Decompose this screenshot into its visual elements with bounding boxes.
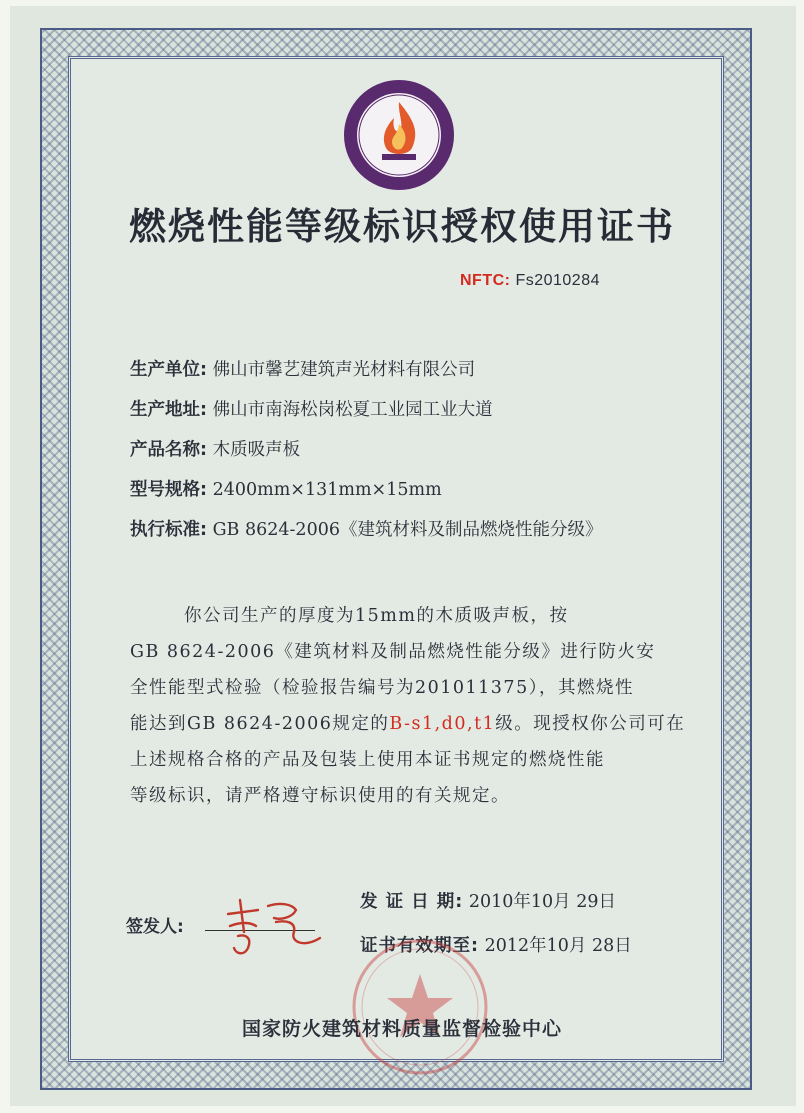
issuing-organization: 国家防火建筑材料质量监督检验中心 xyxy=(241,1018,562,1040)
paragraph-text: 能达到GB 8624-2006规定的 xyxy=(130,714,390,734)
certificate-number xyxy=(460,272,600,290)
valid-until-label: 证书有效期至: xyxy=(360,936,479,956)
field-label: 生产地址: xyxy=(130,400,207,420)
issue-date-label: 发 证 日 期: xyxy=(360,892,464,912)
handwritten-signature xyxy=(210,892,330,964)
fire-rating-grade: B-s1,d0,t1 xyxy=(389,714,496,734)
field-model-spec xyxy=(130,476,442,501)
valid-until-value: 2012年10月 28日 xyxy=(484,936,632,956)
field-manufacturer xyxy=(130,356,475,381)
certificate-title: 燃烧性能等级标识授权使用证书 xyxy=(129,205,675,248)
certificate-number-value: Fs2010284 xyxy=(515,272,600,289)
field-standard xyxy=(130,516,602,541)
field-value: 佛山市馨艺建筑声光材料有限公司 xyxy=(212,360,476,380)
issuer-label: 签发人: xyxy=(126,917,184,937)
paragraph-line: 等级标识，请严格遵守标识使用的有关规定。 xyxy=(130,786,510,806)
certificate-number-label: NFTC: xyxy=(460,272,511,289)
issue-date xyxy=(360,888,616,913)
authorization-paragraph xyxy=(130,598,690,814)
field-label: 生产单位: xyxy=(130,360,207,380)
paragraph-line: GB 8624-2006《建筑材料及制品燃烧性能分级》进行防火安 xyxy=(130,642,656,662)
field-value: 木质吸声板 xyxy=(212,440,301,460)
field-label: 型号规格: xyxy=(130,480,207,500)
paragraph-line: 上述规格合格的产品及包装上使用本证书规定的燃烧性能 xyxy=(130,750,605,770)
nftc-logo xyxy=(342,78,456,192)
field-address xyxy=(130,396,493,421)
paragraph-text: 级。现授权你公司可在 xyxy=(495,714,686,734)
field-label: 产品名称: xyxy=(130,440,207,460)
paragraph-line: 你公司生产的厚度为15mm的木质吸声板，按 xyxy=(184,606,569,626)
paragraph-line xyxy=(130,706,690,742)
official-red-stamp xyxy=(340,932,500,1082)
issue-date-value: 2010年10月 29日 xyxy=(468,892,616,912)
field-product-name xyxy=(130,436,300,461)
field-value: 2400mm×131mm×15mm xyxy=(212,480,442,500)
paragraph-line: 全性能型式检验（检验报告编号为201011375），其燃烧性 xyxy=(130,678,634,698)
field-label: 执行标准: xyxy=(130,520,207,540)
field-value: 佛山市南海松岗松夏工业园工业大道 xyxy=(212,400,493,420)
field-value: GB 8624-2006《建筑材料及制品燃烧性能分级》 xyxy=(212,520,603,540)
